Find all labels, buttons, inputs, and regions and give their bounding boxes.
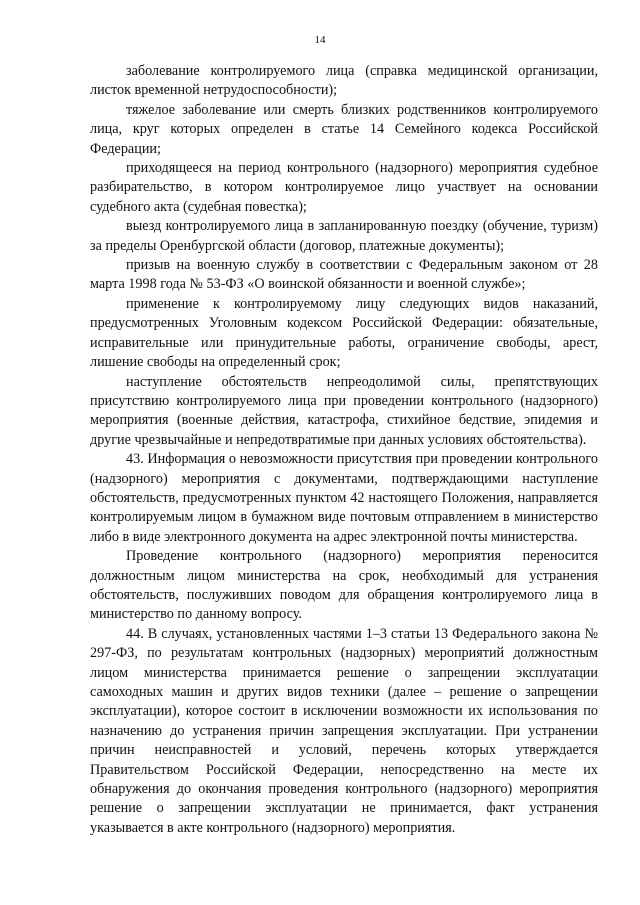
paragraph-trip: выезд контролируемого лица в запланированную поездку (обучение, туризм) за пределы Оренбургской области (договор, платежные документы); [90,218,598,254]
paragraph-item-43: 43. Информация о невозможности присутствия при проведении контрольного (надзорного) мероприятия с документами, подтверждающими наступление обстоятельств, предусмотренных пунктом 42 настоящего Положения, направляется контролируемым лицом в бумажном виде почтовым отправлением в министерство либо в виде электронного документа на адрес электронной почты министерства. [90,451,598,545]
document-body [90,62,598,838]
paragraph-military: призыв на военную службу в соответствии с Федеральным законом от 28 марта 1998 года № 53-ФЗ «О воинской обязанности и военной службе»; [90,257,598,293]
paragraph-relatives: тяжелое заболевание или смерть близких родственников контролируемого лица, круг которых определен в статье 14 Семейного кодекса Российской Федерации; [90,101,598,157]
paragraph-force-majeure: наступление обстоятельств непреодолимой силы, препятствующих присутствию контролируемого лица при проведении контрольного (надзорного) мероприятия (военные действия, катастрофа, стихийное бедствие, эпидемия и другие чрезвычайные и непредотвратимые при данных условиях обстоятельства). [90,373,598,448]
paragraph-punishment: применение к контролируемому лицу следующих видов наказаний, предусмотренных Уголовным кодексом Российской Федерации: обязательные, исправительные или принудительные работы, ограничение свободы, арест, лишение свободы на определенный срок; [90,295,598,371]
paragraph-court: приходящееся на период контрольного (надзорного) мероприятия судебное разбирательство, в котором контролируемое лицо участвует на основании судебного акта (судебная повестка); [90,160,598,215]
paragraph-postponement: Проведение контрольного (надзорного) мероприятия переносится должностным лицом министерства на срок, необходимый для устранения обстоятельств, послуживших поводом для обращения контролируемого лица в министерство по данному вопросу. [90,548,598,623]
page-number: 14 [314,34,326,46]
paragraph-illness: заболевание контролируемого лица (справка медицинской организации, листок временной нетрудоспособности); [90,63,598,99]
paragraph-item-44: 44. В случаях, установленных частями 1–3 статьи 13 Федерального закона № 297-ФЗ, по результатам контрольных (надзорных) мероприятий должностным лицом министерства принимается решение о запрещении эксплуатации самоходных машин и других видов техники (далее – решение о запрещении эксплуатации), которое состоит в исключении возможности их использования по назначению до устранения причин запрещения эксплуатации. При устранении причин неисправностей и условий, перечень которых утверждается Правительством Российской Федерации, непосредственно на месте их обнаружения до окончания проведения контрольного (надзорного) мероприятия решение о запрещении эксплуатации не принимается, факт устранения указывается в акте контрольного (надзорного) мероприятия. [90,625,598,836]
